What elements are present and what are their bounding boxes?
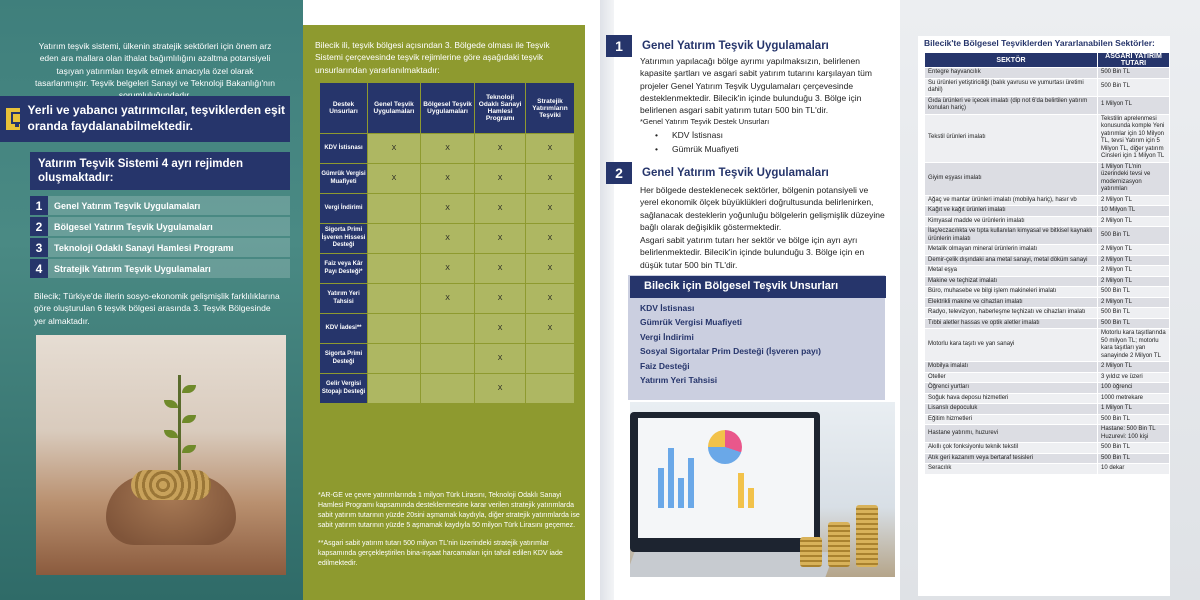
sectors-table xyxy=(924,52,1170,475)
minimum-investment: 500 Bin TL xyxy=(1098,318,1170,329)
col-header: Genel Teşvik Uygulamaları xyxy=(368,83,421,134)
section-body: Asgari sabit yatırım tutarı her sektör ve bölge için ayrı ayrı belirlenmektedir. Bilecik'in içinde bulunduğu 3. Bölge için en düşük tutar 500 bin TL'dir. xyxy=(640,235,865,270)
coin-stack xyxy=(856,505,878,567)
leaf xyxy=(182,385,196,393)
table-row xyxy=(925,206,1170,217)
table-row xyxy=(925,404,1170,415)
minimum-investment: 2 Milyon TL xyxy=(1098,216,1170,227)
list-item: • Gümrük Muafiyeti xyxy=(655,143,739,157)
banner xyxy=(0,96,290,142)
table-cell: X xyxy=(420,164,474,194)
minimum-investment: Tekstilin aprelenmesi konusunda komple Yeni yatırımlar için 10 Milyon TL, tevsi Yatırım için 5 Milyon TL, diğer yatırım Cinsleri için 1 Milyon TL xyxy=(1098,114,1170,162)
sector-name: Seracılık xyxy=(925,464,1098,475)
row-label: Faiz veya Kâr Payı Desteği* xyxy=(320,254,368,284)
sector-name: Büro, muhasebe ve bilgi işlem makineleri imalatı xyxy=(925,287,1098,298)
incentive-table xyxy=(319,82,575,404)
minimum-investment: 2 Milyon TL xyxy=(1098,195,1170,206)
sector-name: Atık geri kazanım veya bertaraf tesisleri xyxy=(925,453,1098,464)
regime-label: Bölgesel Yatırım Teşvik Uygulamaları xyxy=(54,221,213,232)
sector-name: Öğrenci yurtları xyxy=(925,383,1098,394)
table-row xyxy=(925,308,1170,319)
sector-name: Metalik olmayan mineral ürünlerin imalatı xyxy=(925,245,1098,256)
minimum-investment: 500 Bin TL xyxy=(1098,453,1170,464)
minimum-investment: 1 Milyon TL xyxy=(1098,404,1170,415)
table-cell: X xyxy=(475,374,526,404)
table-cell: X xyxy=(525,224,574,254)
sector-name: Mobilya imalatı xyxy=(925,362,1098,373)
section-heading xyxy=(606,35,829,57)
table-cell: X xyxy=(525,254,574,284)
table-row xyxy=(925,68,1170,79)
table-row xyxy=(925,96,1170,114)
minimum-investment: 500 Bin TL xyxy=(1098,78,1170,96)
list-item xyxy=(30,217,290,236)
table-row xyxy=(925,216,1170,227)
minimum-investment: 500 Bin TL xyxy=(1098,308,1170,319)
table-cell: X xyxy=(475,134,526,164)
minimum-investment: 500 Bin TL xyxy=(1098,443,1170,454)
minimum-investment: Hastane: 500 Bin TL Huzurevi: 100 kişi xyxy=(1098,425,1170,443)
fold-shadow xyxy=(600,0,614,600)
section-number: 1 xyxy=(606,35,632,57)
table-cell xyxy=(420,344,474,374)
table-row xyxy=(925,287,1170,298)
laptop-screen xyxy=(638,418,814,538)
regime-number: 1 xyxy=(30,196,48,215)
row-label: Gümrük Vergisi Muafiyeti xyxy=(320,164,368,194)
sector-name: Gıda ürünleri ve içecek imalatı (dip not 6'da belirtilen yatırım konuları hariç) xyxy=(925,96,1098,114)
table-row xyxy=(925,245,1170,256)
sector-name: Ağaç ve mantar ürünleri imalatı (mobilya hariç), hasır vb xyxy=(925,195,1098,206)
table-cell xyxy=(420,374,474,404)
regime-label: Stratejik Yatırım Teşvik Uygulamaları xyxy=(54,263,211,274)
sector-name: Radyo, televizyon, haberleşme teçhizatı ve cihazları imalatı xyxy=(925,308,1098,319)
table-cell: X xyxy=(420,284,474,314)
table-cell: X xyxy=(420,194,474,224)
regime-label: Genel Yatırım Teşvik Uygulamaları xyxy=(54,200,201,211)
table-cell: X xyxy=(368,164,421,194)
leaf xyxy=(182,415,196,423)
sector-name: Tekstil ürünleri imalatı xyxy=(925,114,1098,162)
list-item xyxy=(30,238,290,257)
list-item: Yatırım Yeri Tahsisi xyxy=(640,375,718,386)
minimum-investment: Motorlu kara taşıtlarında 50 milyon TL; motorlu kara taşıtları yan sanayinde 2 Milyon TL xyxy=(1098,329,1170,362)
list-item: KDV İstisnası xyxy=(640,303,695,313)
laptop-coins-photo xyxy=(630,402,895,577)
sector-name: İlaç/eczacılıkta ve tıpta kullanılan kimyasal ve bitkisel kaynaklı ürünlerin imalatı xyxy=(925,227,1098,245)
table-cell xyxy=(368,284,421,314)
regime-number: 3 xyxy=(30,238,48,257)
table-row xyxy=(925,464,1170,475)
sector-name: Akıllı çok fonksiyonlu teknik tekstil xyxy=(925,443,1098,454)
sector-name: Lisanslı depoculuk xyxy=(925,404,1098,415)
coin-stack xyxy=(800,537,822,567)
minimum-investment: 2 Milyon TL xyxy=(1098,362,1170,373)
table-header-row xyxy=(320,83,575,134)
table-row xyxy=(320,164,575,194)
table-cell xyxy=(368,254,421,284)
table-cell: X xyxy=(525,314,574,344)
row-label: KDV İstisnası xyxy=(320,134,368,164)
table-cell: X xyxy=(475,194,526,224)
minimum-investment: 1 Milyon TL xyxy=(1098,96,1170,114)
table-cell: X xyxy=(525,194,574,224)
table-row xyxy=(320,284,575,314)
leaf xyxy=(182,445,196,453)
list-item xyxy=(30,259,290,278)
section-number: 2 xyxy=(606,162,632,184)
seedling-stem xyxy=(178,375,181,475)
list-item: Gümrük Vergisi Muafiyeti xyxy=(640,317,743,328)
sector-name: Soğuk hava deposu hizmetleri xyxy=(925,393,1098,404)
row-label: Sigorta Primi Desteği xyxy=(320,344,368,374)
table-row xyxy=(925,78,1170,96)
table-row xyxy=(320,224,575,254)
list-item xyxy=(30,196,290,215)
sector-name: Tıbbi aletler hassas ve optik aletler imalatı xyxy=(925,318,1098,329)
coin-stack xyxy=(828,522,850,567)
table-row xyxy=(925,162,1170,195)
regime-number: 4 xyxy=(30,259,48,278)
minimum-investment: 2 Milyon TL xyxy=(1098,266,1170,277)
list-item: • KDV İstisnası xyxy=(655,129,739,143)
sector-name: Kimyasal madde ve ürünlerin imalatı xyxy=(925,216,1098,227)
table-cell: X xyxy=(525,134,574,164)
table-row xyxy=(925,276,1170,287)
intro-text: Yatırım teşvik sistemi, ülkenin stratejik sektörleri için önem arz eden ara mallara olan ithalat bağımlılığını azaltma potansiyeli taşıyan yatırımları teşvik etmek amacıyla özel olarak tasarlanmıştır. Teşvik belgeleri Sanayi ve Teknoloji Bakanlığı'nın xyxy=(35,41,275,88)
banner-text: Yerli ve yabancı yatırımcılar, teşviklerden eşit oranda faydalanabilmektedir. xyxy=(27,103,286,133)
table-row xyxy=(925,414,1170,425)
coins xyxy=(131,470,211,500)
list-item: Sosyal Sigortalar Prim Desteği (İşveren payı) xyxy=(640,346,821,357)
section-heading xyxy=(606,162,829,184)
sector-name: Kağıt ve kağıt ürünleri imalatı xyxy=(925,206,1098,217)
table-header-row xyxy=(925,53,1170,68)
table-cell: X xyxy=(475,164,526,194)
laptop xyxy=(630,412,820,552)
screen-bar xyxy=(688,458,694,508)
list-item: Vergi İndirimi xyxy=(640,331,694,342)
table-cell xyxy=(368,194,421,224)
col-header: Bölgesel Teşvik Uygulamaları xyxy=(420,83,474,134)
col-header: Destek Unsurları xyxy=(320,83,368,134)
regimes-heading: Yatırım Teşvik Sistemi 4 ayrı rejimden oluşmaktadır: xyxy=(30,152,290,190)
minimum-investment: 100 öğrenci xyxy=(1098,383,1170,394)
table-row xyxy=(925,453,1170,464)
table-cell: X xyxy=(475,314,526,344)
leaf xyxy=(164,400,178,408)
panel-incentive-matrix xyxy=(303,0,600,600)
col-header: SEKTÖR xyxy=(925,53,1098,68)
table-row xyxy=(320,194,575,224)
table-row xyxy=(925,318,1170,329)
table-row xyxy=(925,114,1170,162)
footnote: **Asgari sabit yatırım tutarı 500 milyon TL'nin üzerindeki stratejik yatırımlar kapsamında gerçekleştirilen bina-inşaat harcamaları için tahsil edilen KDV iade edilmektedir. xyxy=(318,539,563,567)
col-header: Stratejik Yatırımların Teşviki xyxy=(525,83,574,134)
table-row xyxy=(320,254,575,284)
table-cell xyxy=(368,344,421,374)
minimum-investment: 1 Milyon TL'nin üzerindeki tevsi ve modernizasyon yatırımları xyxy=(1098,162,1170,195)
section-title: Genel Yatırım Teşvik Uygulamaları xyxy=(642,40,829,52)
minimum-investment: 2 Milyon TL xyxy=(1098,276,1170,287)
table-cell: X xyxy=(420,224,474,254)
screen-bar xyxy=(658,468,664,508)
screen-bar xyxy=(678,478,684,508)
table-cell xyxy=(368,224,421,254)
table-row xyxy=(925,266,1170,277)
table-cell xyxy=(368,314,421,344)
sector-name: Demir-çelik dışındaki ana metal sanayi, metal döküm sanayi xyxy=(925,255,1098,266)
sector-name: Hastane yatırımı, huzurevi xyxy=(925,425,1098,443)
col-header: ASGARİ YATIRIM TUTARI xyxy=(1098,53,1170,68)
row-label: KDV İadesi** xyxy=(320,314,368,344)
footnote: *AR-GE ve çevre yatırımlarında 1 milyon Türk Lirasını, Teknoloji Odaklı Sanayi Hamlesi Programı kapsamında desteklenmesine karar verilen stratejik yatırımlarda sabit yatırım tutarının yüzde 20sini aşmamak kaydıyla, diğer stratejik yatırımlarda ise sabit yatırım tutarının yüzde 5 aşmamak kaydıyla 50 milyon Türk Lirasını geçemez. xyxy=(318,492,580,530)
table-cell: X xyxy=(475,224,526,254)
section-subtitle: *Genel Yatırım Teşvik Destek Unsurları xyxy=(640,117,770,126)
table-cell: X xyxy=(475,254,526,284)
row-label: Gelir Vergisi Stopajı Desteği xyxy=(320,374,368,404)
list-item: Faiz Desteği xyxy=(640,360,690,371)
incentives-title: Bilecik için Bölgesel Teşvik Unsurları xyxy=(630,276,886,298)
section-body: Yatırımın yapılacağı bölge ayrımı yapılmaksızın, belirlenen kapasite şartları ve asgari sabit yatırım tutarını karşılayan tüm projeler Genel Yatırım Teşvik Uygulamaları çerçevesinde desteklenmektedir. Bilecik'in içinde bulunduğu 3. Bölge için belirlenen asgari sabit yatırım tutarı 500 bin TL'dir. xyxy=(640,56,872,116)
sectors-title: Bilecik'te Bölgesel Teşviklerden Yararlanabilen Sektörler: xyxy=(924,38,1155,48)
table-cell: X xyxy=(475,284,526,314)
panel-investment-system xyxy=(0,0,303,600)
table-row xyxy=(925,383,1170,394)
hands-seedling-photo xyxy=(36,335,286,575)
row-label: Vergi İndirimi xyxy=(320,194,368,224)
leaf xyxy=(164,430,178,438)
table-cell: X xyxy=(368,134,421,164)
sector-name: Giyim eşyası imalatı xyxy=(925,162,1098,195)
matrix-intro: Bilecik ili, teşvik bölgesi açısından 3. Bölgede olması ile Teşvik Sistemi çerçevesinde teşvik rejimlerine göre aşağıdaki teşvik unsurlarından yararlanılmaktadır: xyxy=(315,40,550,75)
table-cell: X xyxy=(525,164,574,194)
minimum-investment: 2 Milyon TL xyxy=(1098,245,1170,256)
table-row xyxy=(925,297,1170,308)
screen-bar xyxy=(738,473,744,508)
table-row xyxy=(925,329,1170,362)
table-row xyxy=(925,362,1170,373)
sector-name: Eğitim hizmetleri xyxy=(925,414,1098,425)
minimum-investment: 500 Bin TL xyxy=(1098,68,1170,79)
table-row xyxy=(925,227,1170,245)
sector-name: Motorlu kara taşıtı ve yan sanayi xyxy=(925,329,1098,362)
minimum-investment: 500 Bin TL xyxy=(1098,414,1170,425)
minimum-investment: 10 dekar xyxy=(1098,464,1170,475)
sector-name: Oteller xyxy=(925,372,1098,383)
footnotes xyxy=(318,491,580,576)
section-body: Her bölgede desteklenecek sektörler, bölgenin potansiyeli ve yerel ekonomik ölçek büyüklükleri doğrultusunda belirlenirken, sağlanacak desteklerin yoğunluğu bölgelerin gelişmişlik düzeyine bağlı olarak değişiklik göstermektedir. xyxy=(640,185,885,232)
sector-name: Entegre hayvancılık xyxy=(925,68,1098,79)
table-cell: X xyxy=(420,254,474,284)
table-row xyxy=(925,425,1170,443)
regime-label: Teknoloji Odaklı Sanayi Hamlesi Programı xyxy=(54,242,234,253)
table-row xyxy=(320,374,575,404)
table-row xyxy=(925,255,1170,266)
table-cell: X xyxy=(420,134,474,164)
table-row xyxy=(925,443,1170,454)
bullet-list xyxy=(655,129,739,156)
screen-bar xyxy=(668,448,674,508)
sector-name: Elektrikli makine ve cihazları imalatı xyxy=(925,297,1098,308)
sector-name: Metal eşya xyxy=(925,266,1098,277)
screen-bar xyxy=(748,488,754,508)
sector-name: Su ürünleri yetiştiriciliği (balık yavrusu ve yumurtası üretimi dahil) xyxy=(925,78,1098,96)
table-cell xyxy=(420,314,474,344)
table-row xyxy=(320,314,575,344)
minimum-investment: 1000 metrekare xyxy=(1098,393,1170,404)
row-label: Sigorta Primi İşveren Hissesi Desteği xyxy=(320,224,368,254)
regime-number: 2 xyxy=(30,217,48,236)
table-row xyxy=(925,195,1170,206)
minimum-investment: 3 yıldız ve üzeri xyxy=(1098,372,1170,383)
table-row xyxy=(320,344,575,374)
minimum-investment: 10 Milyon TL xyxy=(1098,206,1170,217)
col-header: Teknoloji Odaklı Sanayi Hamlesi Programı xyxy=(475,83,526,134)
table-cell xyxy=(368,374,421,404)
sector-name: Makine ve teçhizat imalatı xyxy=(925,276,1098,287)
pie-graphic xyxy=(708,430,742,464)
table-cell: X xyxy=(525,284,574,314)
minimum-investment: 2 Milyon TL xyxy=(1098,255,1170,266)
row-label: Yatırım Yeri Tahsisi xyxy=(320,284,368,314)
table-cell xyxy=(525,374,574,404)
minimum-investment: 2 Milyon TL xyxy=(1098,297,1170,308)
table-cell xyxy=(525,344,574,374)
region-note: Bilecik; Türkiye'de illerin sosyo-ekonomik gelişmişlik farklılıklarına göre oluşturulan 6 teşvik bölgesi arasında 3. Teşvik Bölgesinde yer almaktadır. xyxy=(34,291,280,326)
table-cell: X xyxy=(475,344,526,374)
table-row xyxy=(925,393,1170,404)
table-row xyxy=(320,134,575,164)
section-title: Genel Yatırım Teşvik Uygulamaları xyxy=(642,167,829,179)
incentives-list xyxy=(640,301,821,388)
regime-list xyxy=(30,196,290,280)
minimum-investment: 500 Bin TL xyxy=(1098,227,1170,245)
minimum-investment: 500 Bin TL xyxy=(1098,287,1170,298)
table-row xyxy=(925,372,1170,383)
presentation-icon xyxy=(6,108,20,130)
incentive-box xyxy=(303,25,585,600)
